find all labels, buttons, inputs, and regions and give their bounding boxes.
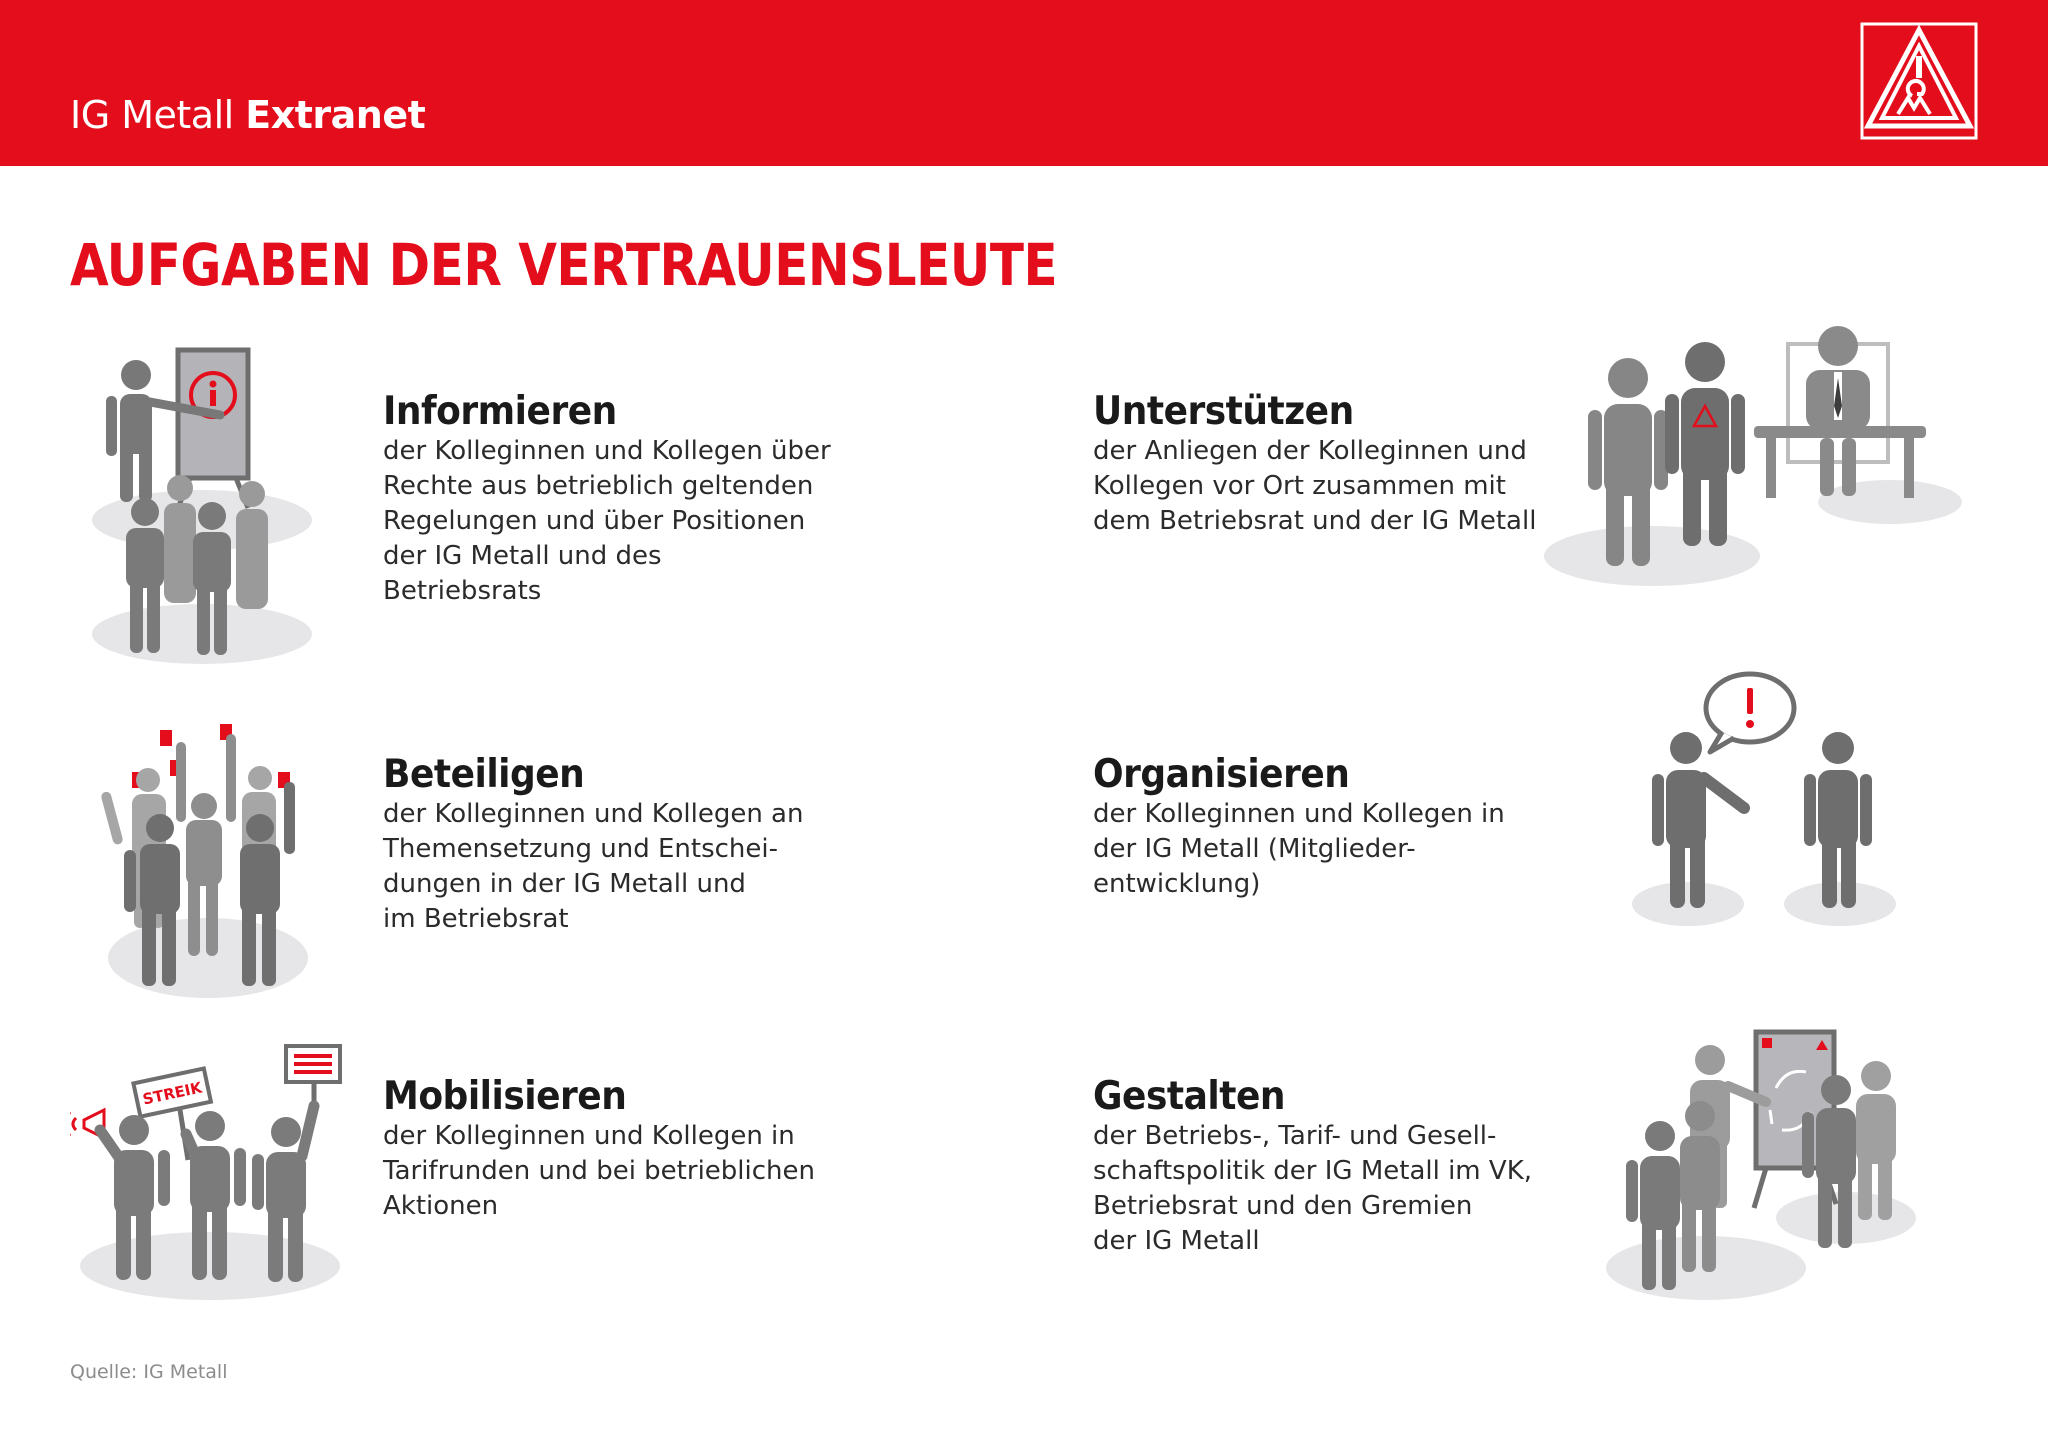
task-gestalten <box>1093 1075 1532 1259</box>
task-description: der Betriebs-, Tarif- und Gesell- schaftspolitik der IG Metall im VK, Betriebsrat und den Gremien der IG Metall <box>1093 1121 1533 1256</box>
header-bar <box>0 0 2048 166</box>
source-note: Quelle: IG Metall <box>70 1361 228 1383</box>
task-title: Informieren <box>383 388 617 434</box>
task-beteiligen <box>383 753 803 937</box>
task-title: Gestalten <box>1093 1073 1285 1119</box>
task-description: der Anliegen der Kolleginnen und Kollegen vor Ort zusammen mit dem Betriebsrat und der IG Metall <box>1093 436 1537 536</box>
brand-section: Extranet <box>245 93 426 137</box>
brand-title <box>70 93 425 137</box>
voting-cards-icon <box>90 720 320 1010</box>
task-description: der Kolleginnen und Kollegen an Themensetzung und Entschei- dungen in der IG Metall und im Betriebsrat <box>383 799 804 934</box>
task-informieren <box>383 390 831 609</box>
task-title: Unterstützen <box>1093 388 1354 434</box>
conversation-icon <box>1630 668 1900 938</box>
protest-signs-icon <box>70 1040 350 1310</box>
presentation-info-icon <box>70 340 340 670</box>
task-title: Organisieren <box>1093 751 1350 797</box>
task-description: der Kolleginnen und Kollegen über Rechte aus betrieblich geltenden Regelungen und über Positionen der IG Metall und des Betriebsrats <box>383 436 831 606</box>
task-unterstuetzen <box>1093 390 1536 539</box>
task-organisieren <box>1093 753 1505 902</box>
task-description: der Kolleginnen und Kollegen in der IG Metall (Mitglieder- entwicklung) <box>1093 799 1505 899</box>
ig-metall-logo-icon <box>1860 22 1978 140</box>
page-title: AUFGABEN DER VERTRAUENSLEUTE <box>70 232 1058 299</box>
task-title: Mobilisieren <box>383 1073 627 1119</box>
task-mobilisieren <box>383 1075 815 1224</box>
brand-name: IG Metall <box>70 93 246 137</box>
task-title: Beteiligen <box>383 751 585 797</box>
planning-board-icon <box>1596 1028 1926 1308</box>
streik-sign-text: STREIK <box>141 1078 204 1109</box>
task-description: der Kolleginnen und Kollegen in Tarifrunden und bei betrieblichen Aktionen <box>383 1121 815 1221</box>
meeting-desk-icon <box>1530 326 1970 596</box>
